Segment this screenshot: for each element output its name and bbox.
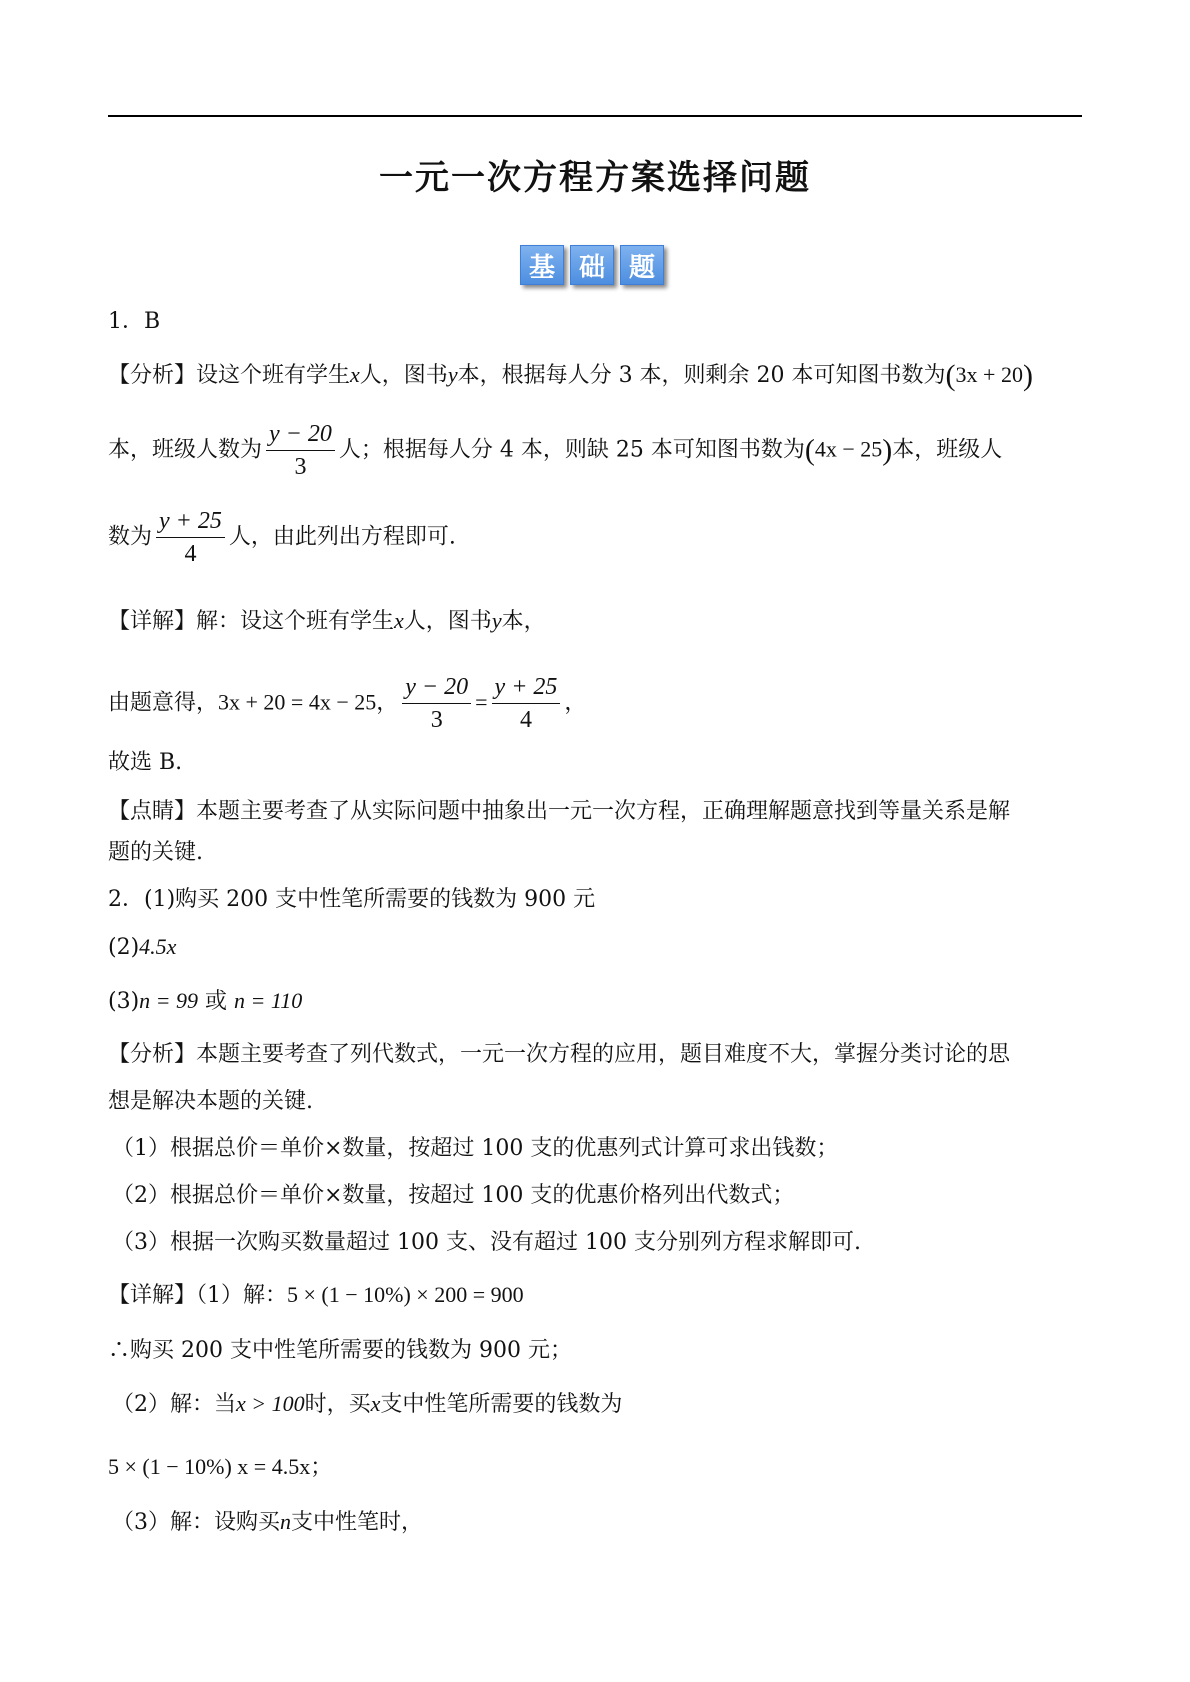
fraction xyxy=(156,507,225,568)
math-expr: 5 × (1 − 10%) x = 4.5x xyxy=(108,1454,311,1479)
q2-detail-line3 xyxy=(112,1507,1087,1538)
section-badge-char: 题 xyxy=(620,245,664,285)
var: x xyxy=(394,608,404,633)
q1-choice: 故选 B. xyxy=(108,750,183,775)
fraction xyxy=(402,673,471,734)
analysis-tag: 【分析】 xyxy=(108,363,197,388)
text: 支中性笔时， xyxy=(291,1510,424,1535)
q1-analysis-line2 xyxy=(108,420,1083,481)
detail-tag: 【详解】 xyxy=(108,609,197,634)
paren: ( xyxy=(804,433,815,467)
math-expr: x > 100 xyxy=(236,1391,305,1416)
text: ； xyxy=(310,1455,333,1480)
text: 数为 xyxy=(108,524,153,550)
q1-analysis-line3 xyxy=(108,507,1083,568)
math-expr: 3x + 20 = 4x − 25 xyxy=(218,689,377,715)
q2-detail-expr xyxy=(108,1452,1083,1483)
q2-detail-line1 xyxy=(108,1280,1083,1311)
fraction-den: 4 xyxy=(519,707,532,733)
math-expr: 5 × (1 − 10%) × 200 = 900 xyxy=(287,1282,524,1307)
var: y xyxy=(491,608,502,633)
q2-answer-3 xyxy=(108,986,1083,1017)
text: 人，由此列出方程即可. xyxy=(228,524,456,550)
text: 人，图书 xyxy=(359,363,448,388)
fraction-den: 3 xyxy=(430,707,443,733)
section-badge-char: 基 xyxy=(520,245,564,285)
math-expr: 3x + 20 xyxy=(955,362,1023,387)
detail-tag: 【详解】 xyxy=(108,1283,197,1308)
math-expr: n = 99 xyxy=(139,988,199,1013)
q1-detail-line1 xyxy=(108,606,1083,637)
q2-step-1: （1）根据总价＝单价×数量，按超过 100 支的优惠列式计算可求出钱数； xyxy=(112,1136,839,1161)
fraction-num: y + 25 xyxy=(492,673,561,704)
section-badge-char: 础 xyxy=(570,245,614,285)
page-title: 一元一次方程方案选择问题 xyxy=(379,158,811,198)
q1-equation-line xyxy=(108,673,1083,734)
var: x xyxy=(370,1391,381,1416)
text: 解：设这个班有学生 xyxy=(196,609,395,634)
text: ， xyxy=(376,690,399,716)
text: 本题主要考查了从实际问题中抽象出一元一次方程，正确理解题意找到等量关系是解 xyxy=(196,799,1011,824)
header-rule xyxy=(108,115,1082,117)
q1-comment-line2: 题的关键. xyxy=(108,840,203,865)
text: 本， xyxy=(501,609,546,634)
math-expr: 4x − 25 xyxy=(814,436,883,462)
text: （2）解：当 xyxy=(112,1392,236,1417)
text: 时，买 xyxy=(304,1392,371,1417)
q2-answer-2 xyxy=(108,932,1083,963)
math-expr: 4.5x xyxy=(139,934,177,959)
section-badge xyxy=(520,245,664,285)
text: （1）解： xyxy=(196,1283,288,1308)
var: n xyxy=(280,1509,291,1534)
fraction xyxy=(266,420,335,481)
q1-comment-line1 xyxy=(108,797,1083,827)
fraction-num: y − 20 xyxy=(266,420,335,451)
var: x xyxy=(350,362,360,387)
comment-tag: 【点睛】 xyxy=(108,799,197,824)
q2-detail-line2 xyxy=(112,1389,1087,1420)
paren: ) xyxy=(1022,359,1033,392)
q2-analysis-line2: 想是解决本题的关键. xyxy=(108,1089,313,1114)
q2-step-3: （3）根据一次购买数量超过 100 支、没有超过 100 支分别列方程求解即可. xyxy=(112,1230,861,1255)
text: 本，根据每人分 3 本，则剩余 20 本可知图书数为 xyxy=(457,363,946,388)
text: 本，班级人 xyxy=(892,437,1003,463)
text: ， xyxy=(564,690,587,716)
fraction-den: 3 xyxy=(294,454,307,480)
q1-answer: 1．B xyxy=(108,309,161,334)
fraction-num: y + 25 xyxy=(156,507,225,538)
text: 设这个班有学生 xyxy=(196,363,351,388)
math-op: = xyxy=(475,689,488,715)
q1-analysis-line1 xyxy=(108,360,1083,391)
math-expr: n = 110 xyxy=(234,988,303,1013)
q2-therefore: ∴购买 200 支中性笔所需要的钱数为 900 元； xyxy=(108,1338,572,1363)
text: 由题意得， xyxy=(108,690,219,716)
fraction xyxy=(492,673,561,734)
paren: ) xyxy=(882,433,893,467)
q2-answer-1: 2．(1)购买 200 支中性笔所需要的钱数为 900 元 xyxy=(108,887,596,912)
q2-step-2: （2）根据总价＝单价×数量，按超过 100 支的优惠价格列出代数式； xyxy=(112,1183,795,1208)
text: 本题主要考查了列代数式，一元一次方程的应用，题目难度不大，掌握分类讨论的思 xyxy=(196,1042,1011,1067)
text: 本，班级人数为 xyxy=(108,437,263,463)
text: 人，图书 xyxy=(403,609,492,634)
text: 支中性笔所需要的钱数为 xyxy=(380,1392,623,1417)
analysis-tag: 【分析】 xyxy=(108,1042,197,1067)
fraction-num: y − 20 xyxy=(402,673,471,704)
q2-analysis-line1 xyxy=(108,1040,1083,1070)
var: y xyxy=(447,362,458,387)
text: （3）解：设购买 xyxy=(112,1510,280,1535)
text: (3) xyxy=(108,989,140,1014)
text: 人；根据每人分 4 本，则缺 25 本可知图书数为 xyxy=(338,437,805,463)
text: 或 xyxy=(198,989,235,1014)
paren: ( xyxy=(945,359,956,392)
text: (2) xyxy=(108,935,140,960)
fraction-den: 4 xyxy=(184,541,197,567)
